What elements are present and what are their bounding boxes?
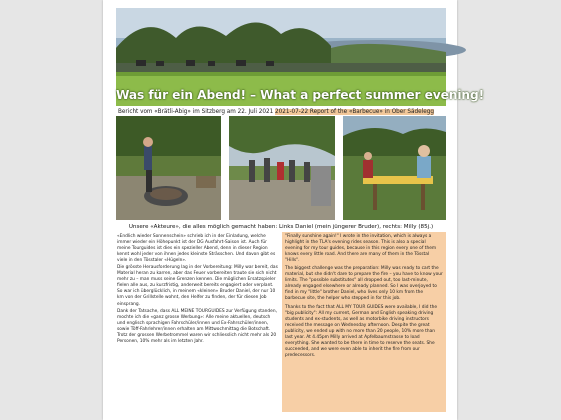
photo-group-grill-image (229, 116, 335, 220)
photo-caption: Unsere «Akteure», die alles möglich gemacht haben: Links Daniel (mein jüngerer Bruder), rechts: Milly (85j.) (128, 224, 434, 230)
german-paragraph-1: «Endlich wieder Sonnenschein» schrieb ich in der Einladung, welche immer wieder ein Höhepunkt ist der DG Ausfahrt-Saison ist. Auch für meine Tourguides ist dies ein spezieller Abend, denn in dieser Region kennt wohl jeder von ihnen jedes kleinste Strässchen. Und davon gibt es viele in den Tösstaler «Hügeln». (117, 234, 276, 264)
photo-daniel-fire-image (116, 116, 221, 220)
page-title: Was für ein Abend! – What a perfect summer evening! (116, 88, 485, 102)
photo-milly-table-image (343, 116, 446, 220)
photo-group-grill (229, 116, 335, 220)
german-paragraph-2: Die grösste Herausforderung lag in der Vorbereitung: Milly war bereit, das Material heran zu karren, aber das Feuer vorbereiten traute sie sich nicht mehr zu – man muss seine Grenzen kennen. Die möglichen Ersatzspieler fielen alle aus, zu kurzfristig, anderweit bereits engagiert oder verplant. So war ich überglücklich, in meinem «kleinen» Bruder Daniel, der nur 10 km von der Grillstelle wohnt, den Helfer zu finden, der für diesen Job einsprang. (117, 265, 278, 307)
report-subtitle-english: 2021-07-22 Report of the «Barbecue» in Ober Sädelegg (275, 109, 434, 115)
report-subtitle-german: Bericht vom «Brätli-Abig» im Sitzberg am 22. Juli 2021 (118, 109, 274, 115)
german-paragraph-3: Dank der Tatsache, dass ALL MEINE TOURGUIDES zur Verfügung standen, mochte ich die «ganz grosse Werbung»: Alle meine aktuellen, deutsch und englisch sprachigen Fahrschüler/innen und Ex-Fahrschüler/innen, sowie Töff-Fahrlehrer/innen erhalten am Mittwochmittag die Botschaft. Trotz der grossen Werbetrommel waren wir schliesslich nicht mehr als 20 Personen, 10% mehr als im letzten Jahr. (117, 308, 277, 344)
report-subtitle (118, 109, 446, 115)
photo-daniel-fire (116, 116, 221, 220)
german-text-column (117, 234, 279, 346)
english-paragraph-1: "Finally sunshine again!" I wrote in the invitation, which is always a highlight in the TLA's evening rides season. This is also a special evening for my tour guides, because in this region every one of them knows every little road. And there are many of them in the Tösstal "Hills". (285, 234, 437, 264)
english-text-box (282, 232, 446, 412)
photo-milly-table (343, 116, 446, 220)
english-paragraph-3: Thanks to the fact that ALL MY TOUR GUIDES were available, I did the "big publicity": All my current, German and English speaking driving students and ex-students, as well as motorbike driving instructors received the message on Wednesday afternoon. Despite the great publicity, we ended up with no more than 20 people, 10% more than last year. At 4.45pm Milly arrived at Apfelbaumstrasse to load everything. She wanted to be there in time to reserve the seats. She succeeded, and we were even able to inherit the fire from our predecessors. (285, 304, 438, 358)
english-paragraph-2: The biggest challenge was the preparation: Milly was ready to cart the material, but she didn't dare to prepare the fire – you have to know your limits. The "possible substitutes" all dropped out, too last-minute, already engaged elsewhere or already planned. So I was overjoyed to find in my "little" brother Daniel, who lives only 10 km from the barbecue site, the helper who stepped in for this job. (285, 266, 443, 302)
header-photo (116, 8, 485, 106)
